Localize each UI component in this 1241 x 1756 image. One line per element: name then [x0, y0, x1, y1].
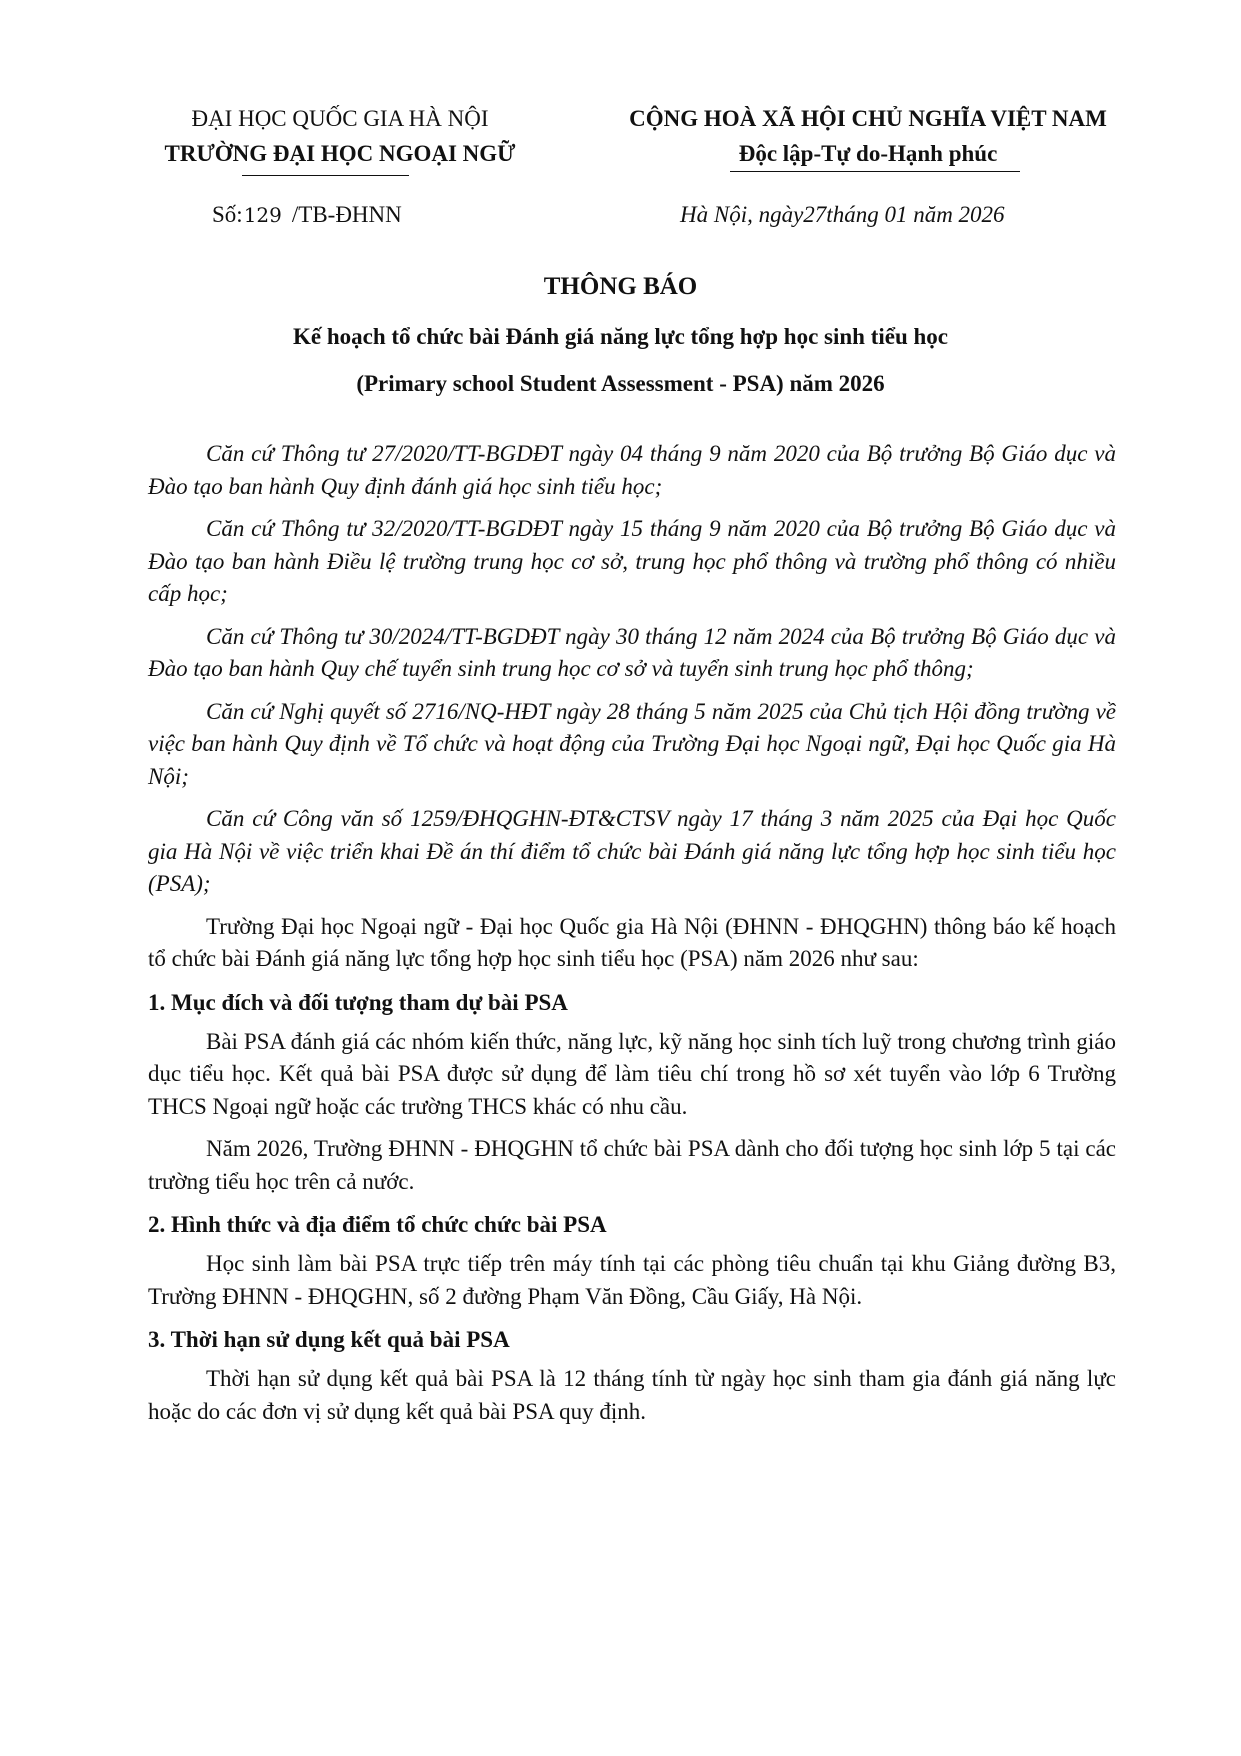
section-2-heading: 2. Hình thức và địa điểm tổ chức chức bài PSA	[148, 1212, 607, 1237]
number-suffix: /TB-ĐHNN	[291, 202, 402, 227]
legal-basis-3: Căn cứ Thông tư 30/2024/TT-BGDĐT ngày 30 tháng 12 năm 2024 của Bộ trưởng Bộ Giáo dục và Đào tạo ban hành Quy chế tuyển sinh trung học cơ sở và tuyển sinh trung học phổ thông;	[148, 623, 1116, 681]
number-value: 129	[243, 203, 282, 227]
number-prefix: Số:	[212, 202, 243, 227]
intro-paragraph: Trường Đại học Ngoại ngữ - Đại học Quốc gia Hà Nội (ĐHNN - ĐHQGHN) thông báo kế hoạch tổ chức bài Đánh giá năng lực tổng hợp học sinh tiểu học (PSA) năm 2026 như sau:	[148, 913, 1116, 971]
legal-basis-4: Căn cứ Nghị quyết số 2716/NQ-HĐT ngày 28 tháng 5 năm 2025 của Chủ tịch Hội đồng trường về việc ban hành Quy định về Tổ chức và hoạt động của Trường Đại học Ngoại ngữ, Đại học Quốc gia Hà Nội;	[148, 698, 1116, 789]
section-3-paragraph-1: Thời hạn sử dụng kết quả bài PSA là 12 tháng tính từ ngày học sinh tham gia đánh giá năng lực hoặc do các đơn vị sử dụng kết quả bài PSA quy định.	[148, 1366, 1116, 1424]
document-number	[212, 200, 402, 230]
national-heading	[598, 101, 1138, 171]
country-name: CỘNG HOÀ XÃ HỘI CHỦ NGHĨA VIỆT NAM	[629, 106, 1107, 131]
section-3-heading: 3. Thời hạn sử dụng kết quả bài PSA	[148, 1327, 510, 1352]
document-title: THÔNG BÁO	[543, 273, 698, 300]
section-1-heading: 1. Mục đích và đối tượng tham dự bài PSA	[148, 989, 568, 1015]
parent-organization: ĐẠI HỌC QUỐC GIA HÀ NỘI	[191, 106, 489, 131]
section-1-paragraph-1: Bài PSA đánh giá các nhóm kiến thức, năng lực, kỹ năng học sinh tích luỹ trong chương trình giáo dục tiểu học. Kết quả bài PSA được sử dụng để làm tiêu chí trong hồ sơ xét tuyển vào lớp 6 Trường THCS Ngoại ngữ hoặc các trường THCS khác có nhu cầu.	[148, 1028, 1116, 1119]
legal-basis-5: Căn cứ Công văn số 1259/ĐHQGHN-ĐT&CTSV ngày 17 tháng 3 năm 2025 của Đại học Quốc gia Hà Nội về việc triển khai Đề án thí điểm tổ chức bài Đánh giá năng lực tổng hợp học sinh tiểu học (PSA);	[148, 806, 1116, 896]
legal-basis-1: Căn cứ Thông tư 27/2020/TT-BGDĐT ngày 04 tháng 9 năm 2020 của Bộ trưởng Bộ Giáo dục và Đào tạo ban hành Quy định đánh giá học sinh tiểu học;	[148, 441, 1116, 499]
document-body	[148, 438, 1116, 1438]
national-motto: Độc lập-Tự do-Hạnh phúc	[738, 141, 998, 166]
document-subtitle-2: (Primary school Student Assessment - PSA) năm 2026	[356, 371, 885, 396]
document-date: Hà Nội, ngày27tháng 01 năm 2026	[680, 202, 1005, 227]
document-subtitle-1: Kế hoạch tổ chức bài Đánh giá năng lực tổng hợp học sinh tiểu học	[292, 324, 949, 349]
section-2-paragraph-1: Học sinh làm bài PSA trực tiếp trên máy tính tại các phòng tiêu chuẩn tại khu Giảng đường B3, Trường ĐHNN - ĐHQGHN, số 2 đường Phạm Văn Đồng, Cầu Giấy, Hà Nội.	[148, 1251, 1116, 1309]
legal-basis-2: Căn cứ Thông tư 32/2020/TT-BGDĐT ngày 15 tháng 9 năm 2020 của Bộ trưởng Bộ Giáo dục và Đào tạo ban hành Điều lệ trường trung học cơ sở, trung học phổ thông và trường phổ thông có nhiều cấp học;	[148, 516, 1116, 606]
issuing-organization: TRƯỜNG ĐẠI HỌC NGOẠI NGỮ	[164, 141, 516, 166]
section-1-paragraph-2: Năm 2026, Trường ĐHNN - ĐHQGHN tổ chức bài PSA dành cho đối tượng học sinh lớp 5 tại các trường tiểu học trên cả nước.	[148, 1136, 1116, 1194]
issuing-agency	[125, 101, 555, 171]
right-underline	[730, 171, 1020, 172]
left-underline	[242, 175, 409, 176]
